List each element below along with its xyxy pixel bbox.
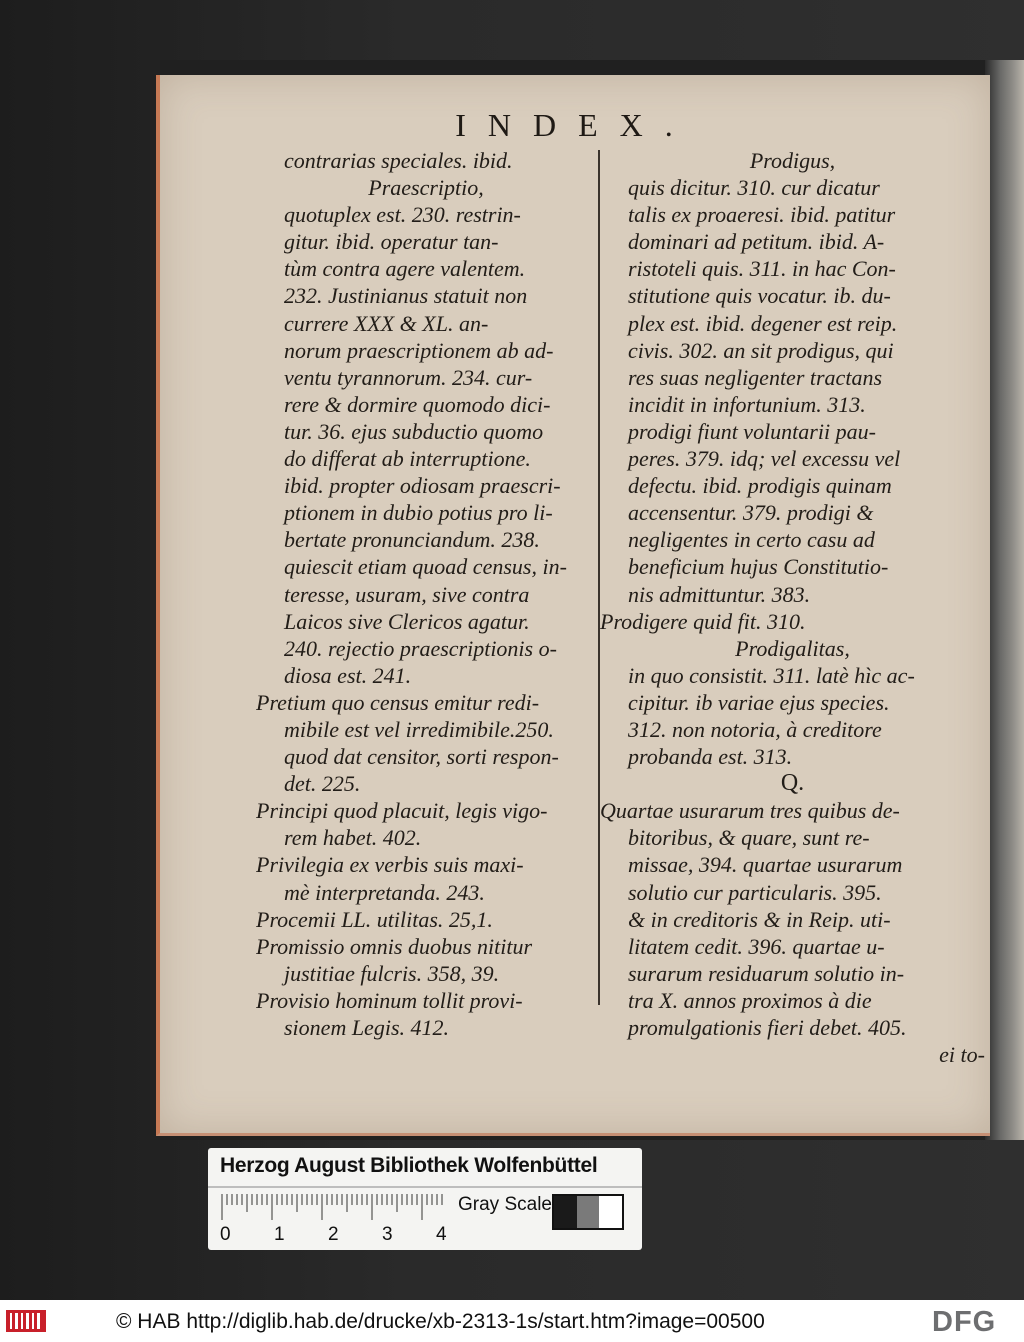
text-line: Praescriptio, xyxy=(368,175,484,201)
text-line: 240. rejectio praescriptionis o- xyxy=(284,635,557,661)
text-line: Quartae usurarum tres quibus de- xyxy=(600,798,900,824)
text-line: solutio cur particularis. 395. xyxy=(628,879,882,905)
text-line: ristoteli quis. 311. in hac Con- xyxy=(628,256,896,282)
text-line: tùm contra agere valentem. xyxy=(284,256,526,282)
text-line: do differat ab interruptione. xyxy=(284,446,531,472)
text-line: quis dicitur. 310. cur dicatur xyxy=(628,175,880,201)
text-line: res suas negligenter tractans xyxy=(628,364,882,390)
ruler-number: 0 xyxy=(220,1224,231,1245)
text-line: ibid. propter odiosam praescri- xyxy=(284,473,561,499)
text-line: Provisio hominum tollit provi- xyxy=(256,987,523,1013)
text-line: mè interpretanda. 243. xyxy=(284,879,485,905)
text-line: quod dat censitor, sorti respon- xyxy=(284,744,559,770)
gray-swatch-cell xyxy=(577,1196,600,1228)
text-line: Promissio omnis duobus nititur xyxy=(256,933,533,959)
text-line: peres. 379. idq; vel excessu vel xyxy=(628,446,901,472)
text-line: Principi quod placuit, legis vigo- xyxy=(256,798,548,824)
text-line: accensentur. 379. prodigi & xyxy=(628,500,874,526)
ruler-number: 3 xyxy=(382,1224,393,1245)
text-line: bertate pronunciandum. 238. xyxy=(284,527,540,553)
text-line: justitiae fulcris. 358, 39. xyxy=(284,960,500,986)
text-line: stitutione quis vocatur. ib. du- xyxy=(628,283,891,309)
facing-page-edge xyxy=(985,60,1024,1140)
gray-scale-swatch xyxy=(552,1194,624,1230)
text-line: diosa est. 241. xyxy=(284,662,412,688)
ruler-number: 4 xyxy=(436,1224,447,1245)
right-column xyxy=(600,147,985,1068)
text-line: nis admittuntur. 383. xyxy=(628,581,811,607)
text-line: Prodigalitas, xyxy=(735,635,850,661)
text-line: missae, 394. quartae usurarum xyxy=(628,852,903,878)
text-line: prodigi fiunt voluntarii pau- xyxy=(628,418,876,444)
text-line: in quo consistit. 311. latè hìc ac- xyxy=(628,662,915,688)
text-line: cipitur. ib variae ejus species. xyxy=(628,689,890,715)
ruler-number: 2 xyxy=(328,1224,339,1245)
dfg-logo: DFG xyxy=(932,1306,997,1338)
text-line: tur. 36. ejus subductio quomo xyxy=(284,418,544,444)
text-line: bitoribus, & quare, sunt re- xyxy=(628,825,870,851)
left-column xyxy=(256,147,596,1041)
book-page xyxy=(156,75,990,1136)
text-line: quotuplex est. 230. restrin- xyxy=(284,202,521,228)
text-line: quiescit etiam quoad census, in- xyxy=(284,554,567,580)
text-line: tra X. annos proximos à die xyxy=(628,987,872,1013)
viewer-footer xyxy=(0,1300,1024,1342)
library-color-card xyxy=(208,1148,642,1250)
text-line: ptionem in dubio potius pro li- xyxy=(284,500,553,526)
text-line: sionem Legis. 412. xyxy=(284,1015,449,1040)
text-line: ei to- xyxy=(939,1042,985,1068)
text-line: rem habet. 402. xyxy=(284,825,422,851)
text-line: dominari ad petitum. ibid. A- xyxy=(628,229,885,255)
text-line: negligentes in certo casu ad xyxy=(628,527,875,553)
text-line: beneficium hujus Constitutio- xyxy=(628,554,889,580)
text-line: Laicos sive Clericos agatur. xyxy=(284,608,530,634)
text-line: rere & dormire quomodo dici- xyxy=(284,391,551,417)
text-line: det. 225. xyxy=(284,771,361,797)
text-line: talis ex proaeresi. ibid. patitur xyxy=(628,202,896,228)
text-line: contrarias speciales. ibid. xyxy=(284,148,513,173)
text-line: Prodigere quid fit. 310. xyxy=(600,608,806,634)
gray-scale-label: Gray Scale xyxy=(458,1194,552,1215)
text-line: gitur. ibid. operatur tan- xyxy=(284,229,499,255)
text-line: civis. 302. an sit prodigus, qui xyxy=(628,337,894,363)
copyright-url[interactable]: © HAB http://diglib.hab.de/drucke/xb-2313-1s/start.htm?image=00500 xyxy=(116,1310,765,1333)
ruler-number: 1 xyxy=(274,1224,285,1245)
text-line: promulgationis fieri debet. 405. xyxy=(628,1015,907,1040)
text-line: 312. non notoria, à creditore xyxy=(628,716,882,742)
text-line: Privilegia ex verbis suis maxi- xyxy=(256,852,524,878)
gray-swatch-cell xyxy=(554,1196,577,1228)
text-line: Procemii LL. utilitas. 25,1. xyxy=(256,906,493,932)
text-line: teresse, usuram, sive contra xyxy=(284,581,530,607)
text-line: norum praescriptionem ab ad- xyxy=(284,337,554,363)
text-line: mibile est vel irredimibile.250. xyxy=(284,716,554,742)
text-line: Q. xyxy=(780,770,805,797)
ruler-scale xyxy=(220,1192,448,1220)
text-line: surarum residuarum solutio in- xyxy=(628,960,905,986)
text-line: plex est. ibid. degener est reip. xyxy=(628,310,898,336)
gray-swatch-cell xyxy=(599,1196,622,1228)
library-name: Herzog August Bibliothek Wolfenbüttel xyxy=(220,1154,598,1177)
text-line: probanda est. 313. xyxy=(628,744,793,770)
text-line: 232. Justinianus statuit non xyxy=(284,283,528,309)
text-line: ventu tyrannorum. 234. cur- xyxy=(284,364,533,390)
text-line: & in creditoris & in Reip. uti- xyxy=(628,906,891,932)
barcode-red-icon xyxy=(6,1308,46,1334)
text-line: litatem cedit. 396. quartae u- xyxy=(628,933,885,959)
page-header: INDEX. xyxy=(455,107,695,143)
text-line: Prodigus, xyxy=(749,148,836,173)
card-divider xyxy=(208,1186,642,1188)
text-line: incidit in infortunium. 313. xyxy=(628,391,866,417)
text-line: Pretium quo census emitur redi- xyxy=(256,689,540,715)
text-line: currere XXX & XL. an- xyxy=(284,310,489,336)
text-line: defectu. ibid. prodigis quinam xyxy=(628,473,892,499)
